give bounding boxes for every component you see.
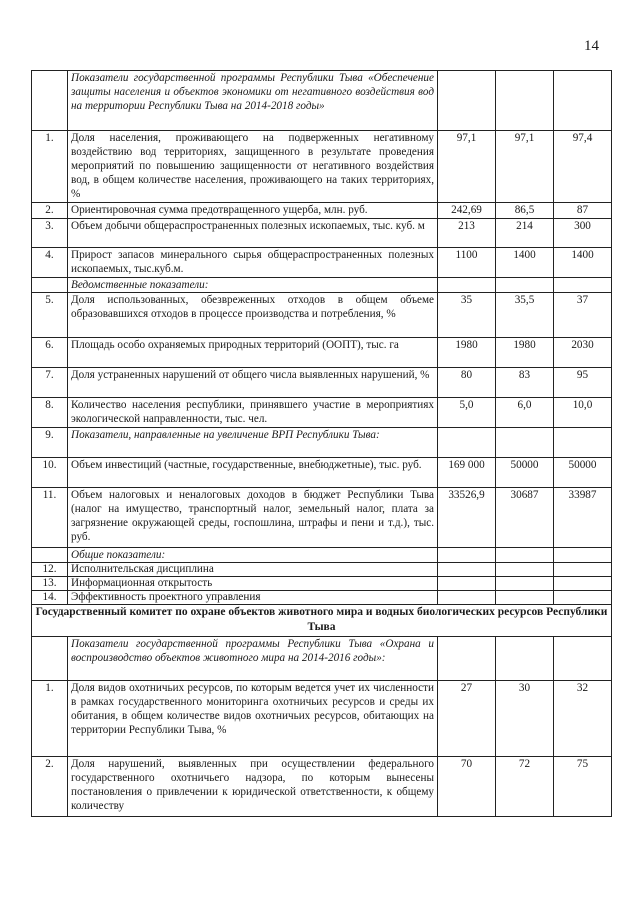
indicator-text: Площадь особо охраняемых природных территорий (ООПТ), тыс. га xyxy=(68,338,438,368)
row-number: 3. xyxy=(32,219,68,248)
value-2: 97,1 xyxy=(496,131,554,203)
indicator-text: Прирост запасов минерального сырья общераспространенных полезных ископаемых, тыс.куб.м. xyxy=(68,248,438,278)
value-2: 35,5 xyxy=(496,293,554,338)
indicators-table xyxy=(31,70,612,817)
value-cell xyxy=(438,591,496,605)
indicator-text: Доля населения, проживающего на подверженных негативному воздействию вод территориях, защищенного в результате проведения мероприятий по повышению защищенности от негативного воздействия вод, в общем количестве населения, проживающего на таких территориях, % xyxy=(68,131,438,203)
value-3: 1400 xyxy=(554,248,612,278)
value-1: 5,0 xyxy=(438,398,496,428)
row-number-cell xyxy=(32,71,68,131)
indicator-text: Исполнительская дисциплина xyxy=(68,563,438,577)
row-number: 2. xyxy=(32,203,68,219)
value-1: 242,69 xyxy=(438,203,496,219)
row-number: 5. xyxy=(32,293,68,338)
value-1: 169 000 xyxy=(438,458,496,488)
subsection-title: Ведомственные показатели: xyxy=(68,278,438,293)
table-row xyxy=(32,757,612,817)
value-2: 1400 xyxy=(496,248,554,278)
value-cell xyxy=(554,71,612,131)
row-number: 12. xyxy=(32,563,68,577)
value-cell xyxy=(496,71,554,131)
value-cell xyxy=(438,71,496,131)
value-2: 214 xyxy=(496,219,554,248)
indicator-text: Количество населения республики, принявшего участие в мероприятиях экологической направленности, тыс. чел. xyxy=(68,398,438,428)
table-row xyxy=(32,219,612,248)
indicator-text: Объем инвестиций (частные, государственные, внебюджетные), тыс. руб. xyxy=(68,458,438,488)
value-cell xyxy=(496,548,554,563)
row-number: 1. xyxy=(32,131,68,203)
value-1: 27 xyxy=(438,681,496,757)
table-row xyxy=(32,428,612,458)
indicator-text: Информационная открытость xyxy=(68,577,438,591)
value-cell xyxy=(438,637,496,681)
table-row xyxy=(32,488,612,548)
table-row xyxy=(32,71,612,131)
indicator-text: Доля устраненных нарушений от общего числа выявленных нарушений, % xyxy=(68,368,438,398)
value-1: 1100 xyxy=(438,248,496,278)
value-1: 1980 xyxy=(438,338,496,368)
row-number-cell xyxy=(32,548,68,563)
value-1: 80 xyxy=(438,368,496,398)
value-cell xyxy=(554,577,612,591)
program-title-cell: Показатели государственной программы Республики Тыва «Охрана и воспроизводство объектов животного мира на 2014-2016 годы»: xyxy=(68,637,438,681)
value-2: 6,0 xyxy=(496,398,554,428)
table-row xyxy=(32,398,612,428)
value-3: 300 xyxy=(554,219,612,248)
table-row xyxy=(32,577,612,591)
value-cell xyxy=(496,637,554,681)
value-2: 1980 xyxy=(496,338,554,368)
row-number: 6. xyxy=(32,338,68,368)
row-number: 11. xyxy=(32,488,68,548)
value-cell xyxy=(554,637,612,681)
value-3: 37 xyxy=(554,293,612,338)
table-row xyxy=(32,681,612,757)
value-1: 70 xyxy=(438,757,496,817)
table-row xyxy=(32,131,612,203)
value-cell xyxy=(496,591,554,605)
table-row xyxy=(32,248,612,278)
table-row xyxy=(32,203,612,219)
value-3: 87 xyxy=(554,203,612,219)
value-2: 30 xyxy=(496,681,554,757)
value-2: 72 xyxy=(496,757,554,817)
row-number: 13. xyxy=(32,577,68,591)
value-2: 30687 xyxy=(496,488,554,548)
indicator-text: Доля нарушений, выявленных при осуществлении федерального государственного охотничьего надзора, по которым вынесены постановления о привлечении к юридической ответственности, к общему количеству xyxy=(68,757,438,817)
value-3: 75 xyxy=(554,757,612,817)
value-cell xyxy=(496,577,554,591)
table-row xyxy=(32,563,612,577)
row-number: 10. xyxy=(32,458,68,488)
value-2: 86,5 xyxy=(496,203,554,219)
table-row xyxy=(32,278,612,293)
value-cell xyxy=(438,548,496,563)
row-number: 14. xyxy=(32,591,68,605)
table-row xyxy=(32,368,612,398)
indicator-text: Доля использованных, обезвреженных отходов в общем объеме образовавшихся отходов в процессе производства и потребления, % xyxy=(68,293,438,338)
value-cell xyxy=(438,428,496,458)
value-3: 95 xyxy=(554,368,612,398)
table-row xyxy=(32,605,612,637)
subsection-title: Общие показатели: xyxy=(68,548,438,563)
value-cell xyxy=(554,278,612,293)
row-number-cell xyxy=(32,278,68,293)
table-row xyxy=(32,591,612,605)
value-cell xyxy=(554,548,612,563)
value-3: 50000 xyxy=(554,458,612,488)
value-cell xyxy=(438,577,496,591)
table-row xyxy=(32,293,612,338)
indicator-text: Ориентировочная сумма предотвращенного ущерба, млн. руб. xyxy=(68,203,438,219)
program-title-cell: Показатели государственной программы Республики Тыва «Обеспечение защиты населения и объектов экономики от негативного воздействия вод на территории Республики Тыва на 2014-2018 годы» xyxy=(68,71,438,131)
row-number: 4. xyxy=(32,248,68,278)
value-2: 83 xyxy=(496,368,554,398)
table-row xyxy=(32,548,612,563)
value-3: 97,4 xyxy=(554,131,612,203)
indicator-text: Объем добычи общераспространенных полезных ископаемых, тыс. куб. м xyxy=(68,219,438,248)
table-row xyxy=(32,338,612,368)
row-number: 9. xyxy=(32,428,68,458)
value-cell xyxy=(438,278,496,293)
row-number: 1. xyxy=(32,681,68,757)
page-number: 14 xyxy=(584,38,599,54)
value-1: 97,1 xyxy=(438,131,496,203)
value-cell xyxy=(438,563,496,577)
indicator-text: Эффективность проектного управления xyxy=(68,591,438,605)
value-3: 32 xyxy=(554,681,612,757)
subsection-title: Показатели, направленные на увеличение ВРП Республики Тыва: xyxy=(68,428,438,458)
indicator-text: Объем налоговых и неналоговых доходов в бюджет Республики Тыва (налог на имущество, транспортный налог, земельный налог, плата за загрязнение окружающей среды, госпошлина, штрафы и пени и т.д.), тыс. руб. xyxy=(68,488,438,548)
value-3: 33987 xyxy=(554,488,612,548)
value-3: 2030 xyxy=(554,338,612,368)
value-2: 50000 xyxy=(496,458,554,488)
value-cell xyxy=(554,428,612,458)
value-cell xyxy=(554,563,612,577)
value-1: 213 xyxy=(438,219,496,248)
row-number-cell xyxy=(32,637,68,681)
value-1: 33526,9 xyxy=(438,488,496,548)
committee-heading: Государственный комитет по охране объектов животного мира и водных биологических ресурсов Республики Тыва xyxy=(32,605,612,637)
row-number: 8. xyxy=(32,398,68,428)
value-3: 10,0 xyxy=(554,398,612,428)
table-row xyxy=(32,637,612,681)
value-cell xyxy=(554,591,612,605)
row-number: 2. xyxy=(32,757,68,817)
indicator-text: Доля видов охотничьих ресурсов, по которым ведется учет их численности в рамках государственного мониторинга охотничьих ресурсов и среды их обитания, в общем количестве видов охотничьих ресурсов, обитающих на территории Республики Тыва, % xyxy=(68,681,438,757)
table-row xyxy=(32,458,612,488)
value-cell xyxy=(496,428,554,458)
row-number: 7. xyxy=(32,368,68,398)
value-1: 35 xyxy=(438,293,496,338)
value-cell xyxy=(496,278,554,293)
value-cell xyxy=(496,563,554,577)
